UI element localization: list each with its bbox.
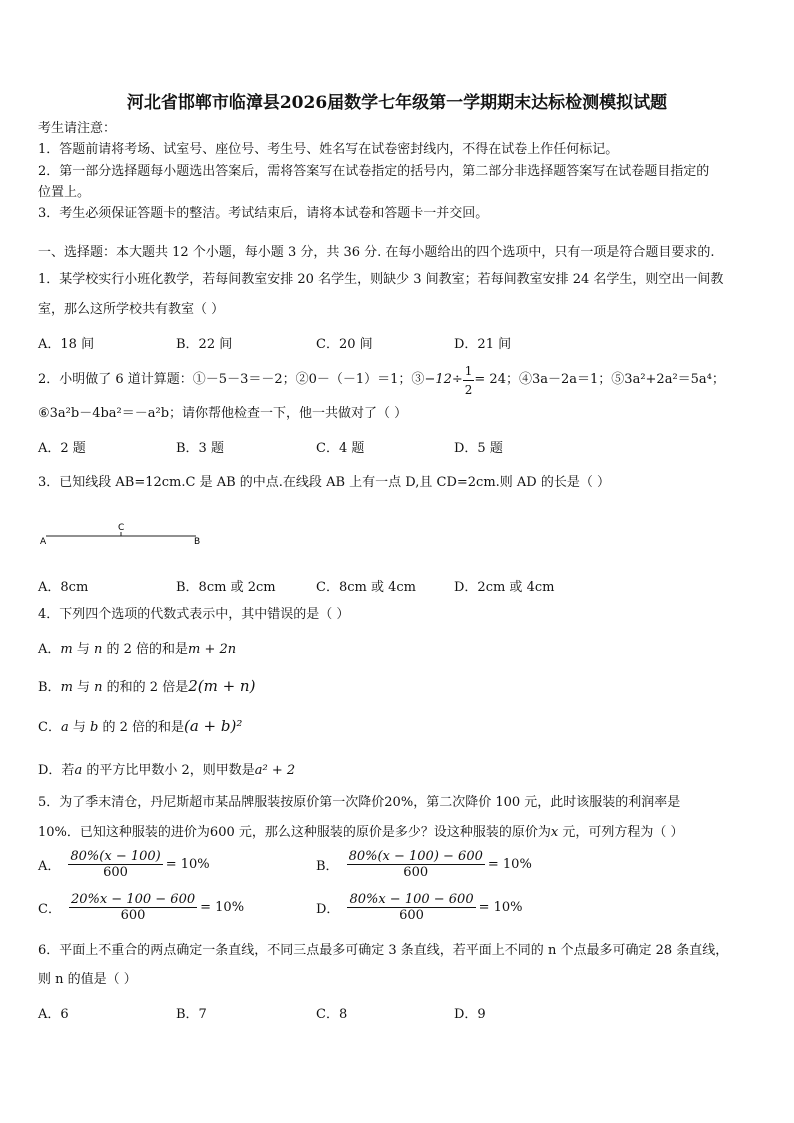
q4-var: m xyxy=(60,642,73,657)
q1-option-a: A．18 间 xyxy=(38,337,95,352)
q5-option-b xyxy=(316,849,532,880)
q5-option-label: D． xyxy=(316,902,340,917)
question-3-text: 3．已知线段 AB=12cm.C 是 AB 的中点.在线段 AB 上有一点 D,且 CD=2cm.则 AD 的长是（ ） xyxy=(38,475,610,490)
q5-frac-den: 600 xyxy=(103,865,128,880)
q2-frac-num: 1 xyxy=(463,362,475,381)
question-5-text-2 xyxy=(38,824,684,842)
q4-option-label: B． xyxy=(38,680,61,695)
q5-rhs: = 10% xyxy=(165,857,210,872)
q5-rhs: = 10% xyxy=(478,900,523,915)
q4-option-d xyxy=(38,759,295,778)
q4-text: 与 xyxy=(72,680,95,695)
q5-price: 600 xyxy=(209,825,235,840)
q5-option-d xyxy=(316,892,523,923)
question-2-text-2: ⑥3a²b－4ba²＝－a²b；请你帮他检查一下，他一共做对了（ ） xyxy=(38,406,408,421)
q5-text: 元，可列方程为（ ） xyxy=(558,825,684,840)
q4-text: 的 2 倍的和是 xyxy=(102,642,189,657)
q2-option-c: C．4 题 xyxy=(316,441,365,456)
q2-option-a: A．2 题 xyxy=(38,441,86,456)
question-5-text xyxy=(38,794,680,812)
q4-expr: a² + 2 xyxy=(254,763,296,778)
q4-text: 与 xyxy=(72,642,94,657)
question-6-text-2: 则 n 的值是（ ） xyxy=(38,972,137,987)
point-a-label: A xyxy=(40,537,47,547)
q5-frac-num: 20%x − 100 − 600 xyxy=(70,892,196,907)
question-4-text: 4．下列四个选项的代数式表示中，其中错误的是（ ） xyxy=(38,607,350,622)
q5-rhs: = 10% xyxy=(487,857,532,872)
q2-frac-den: 2 xyxy=(464,382,473,397)
q3-option-a: A．8cm xyxy=(38,580,89,595)
notice-item: 3．考生必须保证答题卡的整洁。考试结束后，请将本试卷和答题卡一并交回。 xyxy=(38,206,489,221)
q5-option-label: B． xyxy=(316,859,339,874)
q4-option-a xyxy=(38,638,236,657)
q2-option-b: B．3 题 xyxy=(176,441,224,456)
question-1-text-2: 室，那么这所学校共有教室（ ） xyxy=(38,302,225,317)
q6-option-b: B．7 xyxy=(176,1007,207,1022)
q4-var: m xyxy=(60,680,73,695)
q5-option-c xyxy=(38,892,244,923)
q6-option-d: D．9 xyxy=(454,1007,486,1022)
q4-option-label: C． xyxy=(38,720,61,735)
exam-title: 河北省邯郸市临漳县2026届数学七年级第一学期期末达标检测模拟试题 xyxy=(126,93,668,113)
q1-option-c: C．20 间 xyxy=(316,337,373,352)
q5-frac-num: 80%x − 100 − 600 xyxy=(349,892,474,907)
q6-option-a: A．6 xyxy=(38,1007,69,1022)
q5-frac-num: 80%(x − 100) − 600 xyxy=(348,849,483,864)
q5-var: x xyxy=(550,825,559,840)
q5-frac-den: 600 xyxy=(403,865,429,880)
q5-option-label: C． xyxy=(38,902,61,917)
q4-option-c xyxy=(38,716,242,735)
q4-var: a xyxy=(60,720,69,735)
point-b-label: B xyxy=(194,537,201,547)
q2-expr-a: −12÷ xyxy=(424,372,463,387)
q4-text: 的 2 倍的和是 xyxy=(98,720,184,735)
q4-option-label: A． xyxy=(38,642,61,657)
q4-text: 的和的 2 倍是 xyxy=(102,680,189,695)
q6-option-c: C．8 xyxy=(316,1007,348,1022)
q3-option-c: C．8cm 或 4cm xyxy=(316,580,416,595)
q5-frac-num: 80%(x − 100) xyxy=(70,849,161,864)
q2-fraction xyxy=(463,362,475,399)
question-1-text: 1．某学校实行小班化教学，若每间教室安排 20 名学生，则缺少 3 间教室；若每间教室安排 24 名学生，则空出一间教 xyxy=(38,272,724,287)
q5-percent: 10% xyxy=(38,825,67,840)
notice-heading: 考生请注意： xyxy=(38,121,117,136)
q5-rhs: = 10% xyxy=(200,900,245,915)
q4-option-label: D．若 xyxy=(38,763,75,778)
q4-expr: 2(m + n) xyxy=(188,677,256,695)
q5-text: ，第二次降价 100 元，此时该服装的利润率是 xyxy=(413,795,681,810)
q4-var: b xyxy=(89,720,99,735)
notice-item: 1．答题前请将考场、试室号、座位号、考生号、姓名写在试卷密封线内，不得在试卷上作任何标记。 xyxy=(38,142,619,157)
q4-text: 的平方比甲数小 2，则甲数是 xyxy=(82,763,255,778)
q4-var: a xyxy=(74,763,83,778)
q5-frac-den: 600 xyxy=(120,908,146,923)
q5-option-a xyxy=(38,849,210,880)
q2-option-d: D．5 题 xyxy=(454,441,503,456)
q4-expr: (a + b)² xyxy=(183,717,243,735)
q2-lead: 2．小明做了 6 道计算题：①－5－3＝－2；②0－（－1）＝1；③ xyxy=(38,372,425,387)
q5-fraction xyxy=(69,892,197,923)
q5-text: 元，那么这种服装的原价是多少？设这种服装的原价为 xyxy=(234,825,551,840)
q4-option-b xyxy=(38,676,255,695)
q5-fraction xyxy=(347,849,485,880)
segment-figure xyxy=(38,518,208,548)
q5-option-label: A． xyxy=(38,859,61,874)
question-6-text: 6．平面上不重合的两点确定一条直线，不同三点最多可确定 3 条直线，若平面上不同的 n 个点最多可确定 28 条直线， xyxy=(38,943,729,958)
q2-tail: ；④3a－2a＝1；⑤3a²+2a²＝5a⁴； xyxy=(505,372,725,387)
q4-var: n xyxy=(93,642,103,657)
q5-fraction xyxy=(347,892,475,923)
q3-option-b: B．8cm 或 2cm xyxy=(176,580,276,595)
q2-expr-b: = 24 xyxy=(474,372,506,387)
q4-var: n xyxy=(94,680,103,695)
q5-percent: 20% xyxy=(384,795,414,810)
q1-option-b: B．22 间 xyxy=(176,337,233,352)
q5-text: 5．为了季末清仓，丹尼斯超市某品牌服装按原价第一次降价 xyxy=(38,795,385,810)
q5-text: ．已知这种服装的进价为 xyxy=(66,825,210,840)
point-c-label: C xyxy=(118,523,125,533)
q4-expr: m + 2n xyxy=(188,642,237,657)
q1-option-d: D．21 间 xyxy=(454,337,512,352)
section-heading: 一、选择题：本大题共 12 个小题，每小题 3 分，共 36 分. 在每小题给出的四个选项中，只有一项是符合题目要求的. xyxy=(38,245,715,260)
q5-frac-den: 600 xyxy=(399,908,424,923)
notice-item: 位置上。 xyxy=(38,185,91,200)
q3-option-d: D．2cm 或 4cm xyxy=(454,580,555,595)
q5-fraction xyxy=(68,849,162,880)
question-2-text xyxy=(38,360,725,400)
notice-item: 2．第一部分选择题每小题选出答案后，需将答案写在试卷指定的括号内，第二部分非选择题答案写在试卷题目指定的 xyxy=(38,164,710,179)
q4-text: 与 xyxy=(68,720,90,735)
